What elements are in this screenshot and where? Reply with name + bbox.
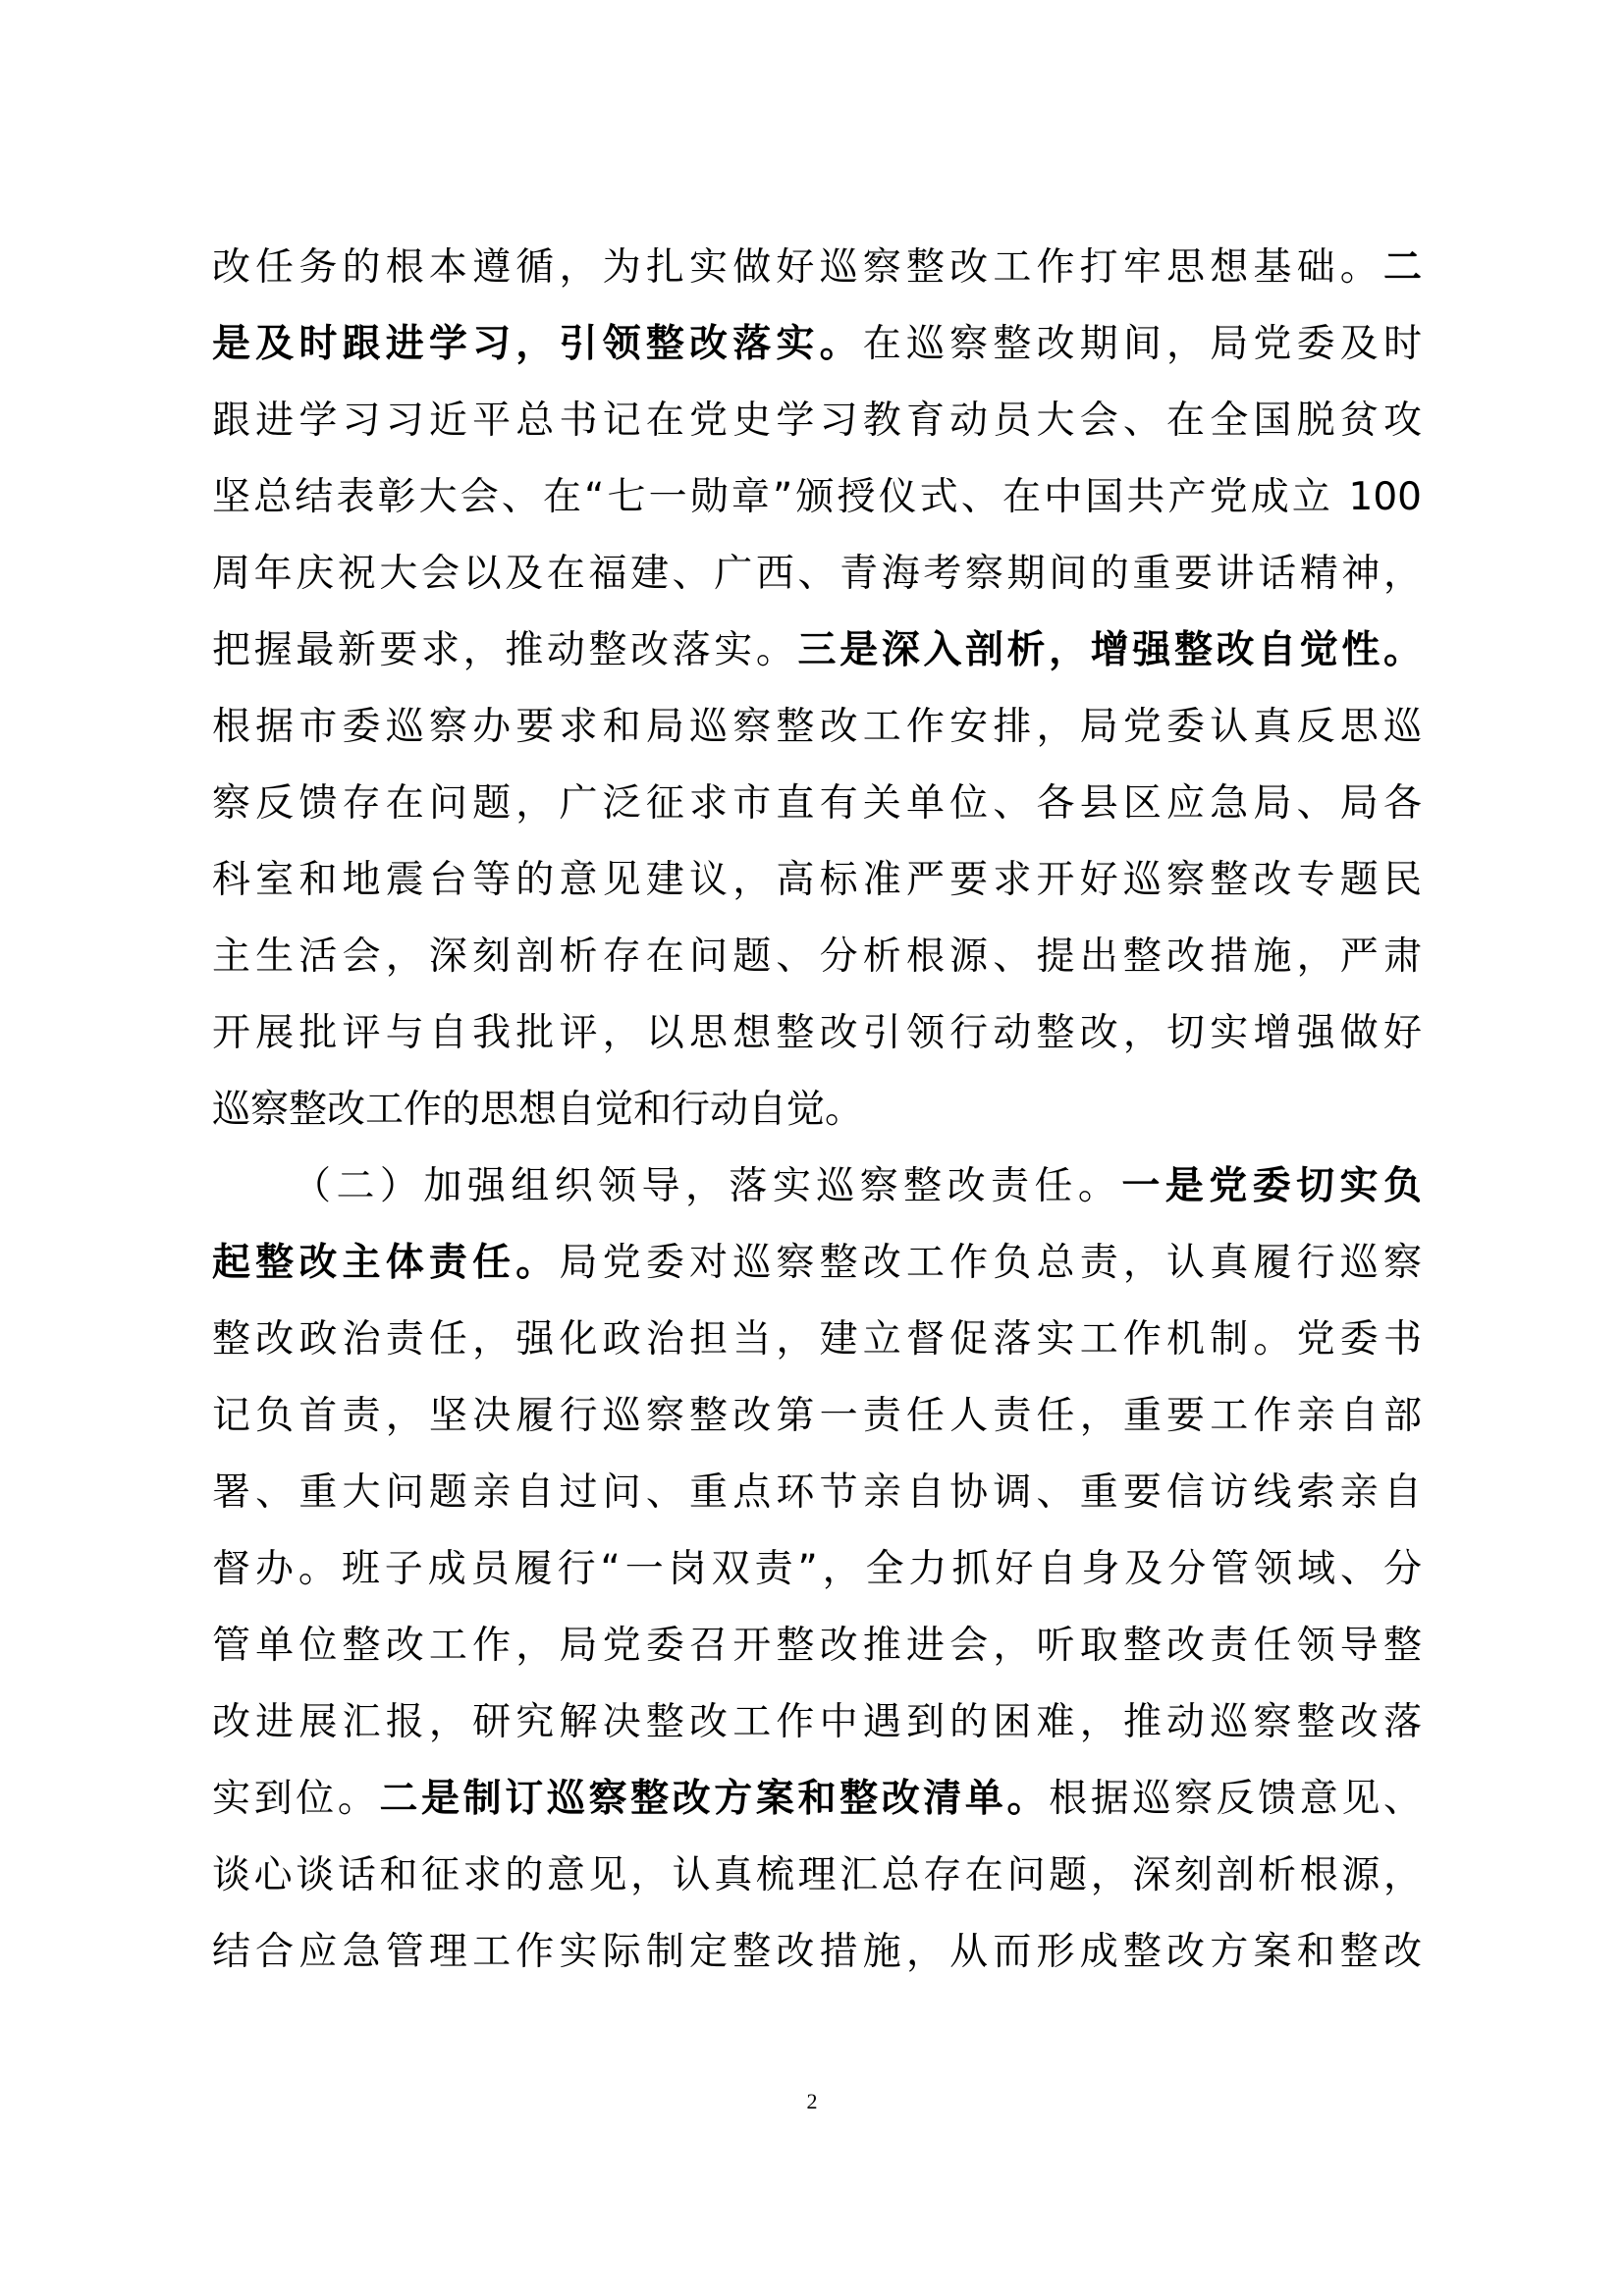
text-line xyxy=(212,613,1422,689)
bold-text-segment: 三是深入剖析，增强整改自觉性。 xyxy=(797,628,1422,672)
text-line xyxy=(212,1914,1422,1991)
text-line xyxy=(212,919,1422,995)
text-line xyxy=(212,995,1422,1072)
bold-text-segment: 二是制订巡察整改方案和整改清单。 xyxy=(379,1777,1050,1821)
text-segment: 开展批评与自我批评，以思想整改引领行动整改，切实增强做好 xyxy=(212,1011,1422,1055)
text-segment: 谈心谈话和征求的意见，认真梳理汇总存在问题，深刻剖析根源， xyxy=(212,1853,1422,1897)
text-segment: 改任务的根本遵循，为扎实做好巡察整改工作打牢思想基础。 xyxy=(212,245,1383,290)
text-line xyxy=(212,306,1422,383)
text-line xyxy=(212,1608,1422,1684)
text-line xyxy=(212,1684,1422,1761)
bold-text-segment: 一是党委切实负 xyxy=(1121,1164,1422,1208)
text-segment: 整改政治责任，强化政治担当，建立督促落实工作机制。党委书 xyxy=(212,1317,1422,1362)
text-line xyxy=(212,459,1422,536)
text-line xyxy=(212,1072,1422,1148)
text-line xyxy=(212,1531,1422,1608)
text-segment: 察反馈存在问题，广泛征求市直有关单位、各县区应急局、局各 xyxy=(212,781,1422,826)
text-line xyxy=(212,1225,1422,1302)
body-text xyxy=(212,230,1422,1991)
text-line xyxy=(212,1148,1422,1225)
text-segment: 局党委对巡察整改工作负总责，认真履行巡察 xyxy=(559,1241,1422,1285)
text-segment: 科室和地震台等的意见建议，高标准严要求开好巡察整改专题民 xyxy=(212,858,1422,902)
text-segment: 记负首责，坚决履行巡察整改第一责任人责任，重要工作亲自部 xyxy=(212,1394,1422,1438)
page-number: 2 xyxy=(806,2089,818,2113)
bold-text-segment: 二 xyxy=(1382,245,1422,290)
text-segment: 改进展汇报，研究解决整改工作中遇到的困难，推动巡察整改落 xyxy=(212,1700,1422,1744)
bold-text-segment: 起整改主体责任。 xyxy=(212,1241,560,1285)
text-segment: 实到位。 xyxy=(212,1777,380,1821)
text-segment: 周年庆祝大会以及在福建、广西、青海考察期间的重要讲话精神， xyxy=(212,552,1422,596)
text-line xyxy=(212,1838,1422,1914)
text-segment: 在巡察整改期间，局党委及时 xyxy=(862,322,1422,366)
text-segment: （二）加强组织领导，落实巡察整改责任。 xyxy=(293,1164,1122,1208)
text-line xyxy=(212,1378,1422,1455)
text-segment: 把握最新要求，推动整改落实。 xyxy=(212,628,798,672)
text-line xyxy=(212,1455,1422,1531)
text-segment: 督办。班子成员履行“一岗双责”，全力抓好自身及分管领域、分 xyxy=(212,1547,1422,1591)
text-segment: 坚总结表彰大会、在“七一勋章”颁授仪式、在中国共产党成立 100 xyxy=(212,475,1422,519)
text-segment: 管单位整改工作，局党委召开整改推进会，听取整改责任领导整 xyxy=(212,1624,1422,1668)
bold-text-segment: 是及时跟进学习，引领整改落实。 xyxy=(212,322,863,366)
text-segment: 结合应急管理工作实际制定整改措施，从而形成整改方案和整改 xyxy=(212,1930,1422,1974)
text-segment: 主生活会，深刻剖析存在问题、分析根源、提出整改措施，严肃 xyxy=(212,934,1422,979)
text-segment: 跟进学习习近平总书记在党史学习教育动员大会、在全国脱贫攻 xyxy=(212,399,1422,443)
text-segment: 巡察整改工作的思想自觉和行动自觉。 xyxy=(212,1088,864,1132)
text-line xyxy=(212,383,1422,459)
text-segment: 根据巡察反馈意见、 xyxy=(1049,1777,1422,1821)
text-line xyxy=(212,230,1422,306)
text-segment: 根据市委巡察办要求和局巡察整改工作安排，局党委认真反思巡 xyxy=(212,705,1422,749)
text-line xyxy=(212,766,1422,842)
text-segment: 署、重大问题亲自过问、重点环节亲自协调、重要信访线索亲自 xyxy=(212,1470,1422,1515)
text-line xyxy=(212,536,1422,613)
text-line xyxy=(212,1761,1422,1838)
text-line xyxy=(212,689,1422,766)
text-line xyxy=(212,842,1422,919)
text-line xyxy=(212,1302,1422,1378)
